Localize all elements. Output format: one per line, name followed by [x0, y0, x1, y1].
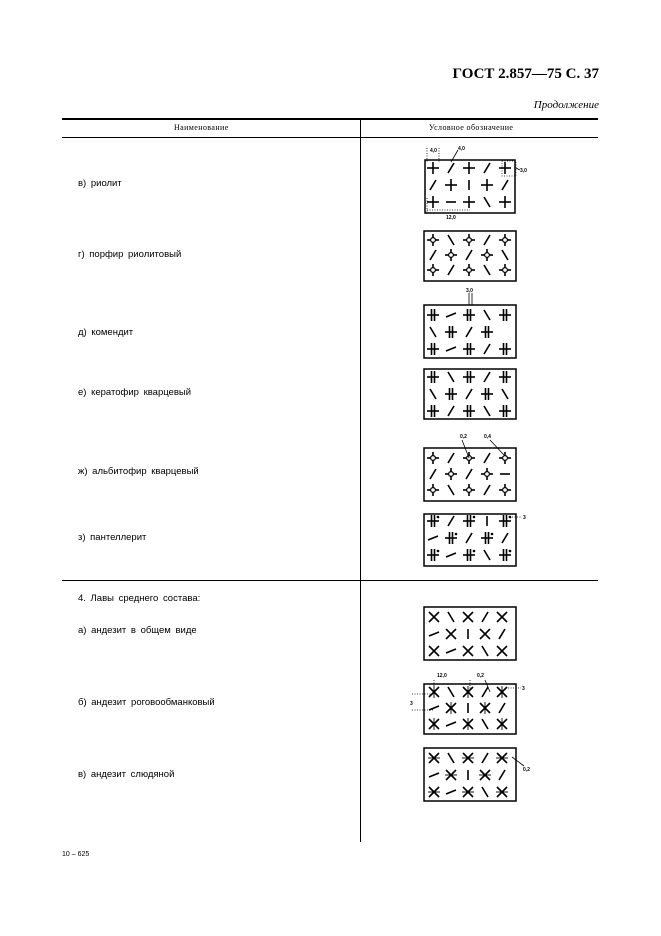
- document-header: ГОСТ 2.857—75 С. 37: [452, 66, 599, 82]
- svg-text:3,0: 3,0: [520, 168, 527, 174]
- table-header-rule: [62, 137, 598, 138]
- svg-text:0,4: 0,4: [484, 434, 491, 440]
- svg-text:4,0: 4,0: [430, 148, 437, 154]
- symbol-riolit: [410, 140, 540, 226]
- row-label-andezit: а) андезит в общем виде: [78, 625, 197, 636]
- row-label-pantellerit: з) пантеллерит: [78, 532, 147, 543]
- page-footer-code: 10 – 625: [62, 851, 90, 858]
- symbol-keratofir-kvartsevyi: [420, 365, 530, 425]
- continuation-label: Продолжение: [533, 99, 599, 111]
- svg-text:0,2: 0,2: [460, 434, 467, 440]
- svg-text:12,0: 12,0: [446, 215, 456, 221]
- svg-text:4,0: 4,0: [458, 146, 465, 152]
- svg-text:3,0: 3,0: [466, 288, 473, 294]
- svg-text:12,0: 12,0: [437, 673, 447, 679]
- svg-text:3: 3: [410, 701, 413, 707]
- symbol-albitofir-kvartsevyi: [420, 428, 530, 506]
- symbol-komendit: [420, 284, 530, 364]
- row-label-albitofir: ж) альбитофир кварцевый: [78, 466, 199, 477]
- row-label-komendit: д) комендит: [78, 327, 134, 338]
- column-header-symbol: Условное обозначение: [429, 123, 514, 132]
- column-header-name: Наименование: [174, 123, 229, 132]
- row-label-porfir-riolitovyi: г) порфир риолитовый: [78, 249, 182, 260]
- row-label-andezit-rogovoobmankovyi: б) андезит роговообманковый: [78, 697, 215, 708]
- svg-text:0,2: 0,2: [477, 673, 484, 679]
- section-title: 4. Лавы среднего состава:: [78, 593, 201, 604]
- row-label-andezit-sliudianoi: в) андезит слюдяной: [78, 769, 175, 780]
- table-top-rule: [62, 118, 598, 120]
- table-column-divider: [360, 119, 361, 842]
- symbol-pantellerit: [420, 508, 540, 570]
- symbol-porfir-riolitovyi: [420, 225, 530, 285]
- row-label-riolit: в) риолит: [78, 178, 122, 189]
- svg-text:3: 3: [523, 515, 526, 521]
- svg-text:3: 3: [522, 686, 525, 692]
- svg-text:0,2: 0,2: [523, 767, 530, 773]
- row-label-keratofir: е) кератофир кварцевый: [78, 387, 192, 398]
- symbol-andezit: [420, 602, 530, 664]
- section-separator-rule: [62, 580, 598, 581]
- symbol-andezit-rogovoobmankovyi: [405, 665, 535, 740]
- symbol-andezit-sliudianoi: [420, 743, 545, 805]
